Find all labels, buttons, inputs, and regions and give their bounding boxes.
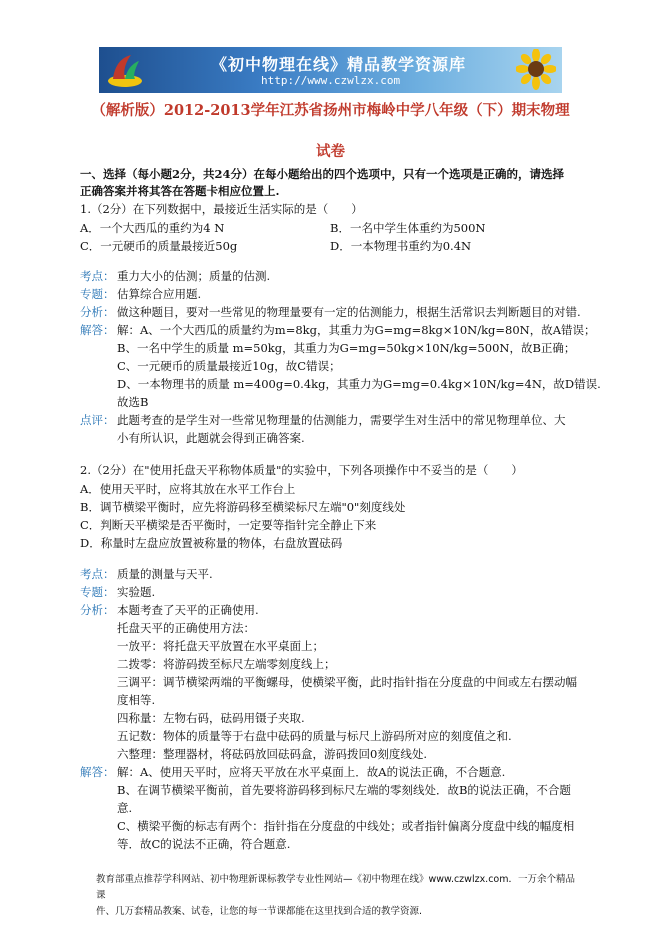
q2-fenxi-line6: 度相等. (117, 693, 156, 707)
q2-jieda-line4: C、横梁平衡的标志有两个：指针指在分度盘的中线处；或者指针偏离分度盘中线的幅度相 (117, 819, 575, 833)
q2-fenxi-line2: 托盘天平的正确使用方法： (117, 621, 255, 635)
q1-option-d: D．一本物理书重约为0.4N (330, 239, 472, 253)
footer-line2: 件、几万套精品教案、试卷，让您的每一节课都能在这里找到合适的教学资源. (96, 906, 423, 917)
banner-url[interactable]: http://www.czwlzx.com (261, 74, 401, 87)
q1-dianping-label: 点评： (80, 413, 115, 427)
q1-dianping-line1: 此题考查的是学生对一些常见物理量的估测能力，需要学生对生活中的常见物理单位、大 (117, 413, 566, 427)
header-banner (99, 47, 562, 93)
q1-jieda-label: 解答： (80, 323, 115, 337)
q1-kaodian-label: 考点： (80, 269, 115, 283)
q2-fenxi-line4: 二拨零：将游码拨至标尺左端零刻度线上； (117, 657, 336, 671)
q1-jieda-line5: 故选B (117, 395, 149, 409)
q2-fenxi-line8: 五记数：物体的质量等于右盘中砝码的质量与标尺上游码所对应的刻度值之和. (117, 729, 512, 743)
document-title-line2: 试卷 (316, 143, 345, 160)
q1-option-b: B．一名中学生体重约为500N (330, 221, 486, 235)
footer-line1: 教育部重点推荐学科网站、初中物理新课标教学专业性网站—《初中物理在线》www.czwlzx.com．一万余个精品课 (96, 874, 575, 901)
q2-jieda-line1: 解：A、使用天平时，应将天平放在水平桌面上．故A的说法正确，不合题意. (117, 765, 506, 779)
section-instructions-line1: 一、选择（每小题2分，共24分）在每小题给出的四个选项中，只有一个选项是正确的，请选择 (80, 167, 565, 181)
q1-jieda-line4: D、一本物理书的质量 m=400g=0.4kg，其重力为G=mg=0.4kg×10N/kg=4N，故D错误. (117, 377, 601, 391)
sunflower-icon (516, 49, 556, 91)
q2-option-b: B．调节横梁平衡时，应先将游码移至横梁标尺左端"0"刻度线处 (80, 500, 406, 514)
q2-option-c: C．判断天平横梁是否平衡时，一定要等指针完全静止下来 (80, 518, 377, 532)
q1-option-c: C．一元硬币的质量最接近50g (80, 239, 238, 253)
banner-title: 《初中物理在线》精品教学资源库 (211, 55, 467, 74)
q2-jieda-label: 解答： (80, 765, 115, 779)
q1-stem: 1.（2分）在下列数据中，最接近生活实际的是（ ） (80, 202, 363, 216)
q2-fenxi-line5: 三调平：调节横梁两端的平衡螺母，使横梁平衡，此时指针指在分度盘的中间或左右摆动幅 (117, 675, 577, 689)
q2-jieda-line3: 意. (117, 801, 133, 815)
q2-kaodian: 质量的测量与天平. (117, 567, 213, 581)
q1-kaodian: 重力大小的估测；质量的估测. (117, 269, 271, 283)
q1-option-a: A．一个大西瓜的重约为4 N (80, 221, 225, 235)
q1-zhuanti-label: 专题： (80, 287, 115, 301)
q1-jieda-line2: B、一名中学生的质量 m=50kg，其重力为G=mg=50kg×10N/kg=500N，故B正确； (117, 341, 576, 355)
q2-fenxi-line7: 四称量：左物右码，砝码用镊子夹取. (117, 711, 305, 725)
q2-fenxi-line3: 一放平：将托盘天平放置在水平桌面上； (117, 639, 324, 653)
q2-fenxi-label: 分析： (80, 603, 115, 617)
q2-fenxi-line9: 六整理：整理器材，将砝码放回砝码盒，游码拨回0刻度线处. (117, 747, 427, 761)
q2-fenxi-line1: 本题考查了天平的正确使用. (117, 603, 259, 617)
q1-fenxi-label: 分析： (80, 305, 115, 319)
q2-jieda-line5: 等．故C的说法不正确，符合题意. (117, 837, 291, 851)
document-title-line1: （解析版）2012-2013学年江苏省扬州市梅岭中学八年级（下）期末物理 (91, 102, 570, 119)
q2-zhuanti-label: 专题： (80, 585, 115, 599)
q1-jieda-line3: C、一元硬币的质量最接近10g，故C错误； (117, 359, 341, 373)
q1-fenxi: 做这种题目，要对一些常见的物理量要有一定的估测能力，根据生活常识去判断题目的对错. (117, 305, 581, 319)
q1-dianping-line2: 小有所认识，此题就会得到正确答案. (117, 431, 305, 445)
q2-kaodian-label: 考点： (80, 567, 115, 581)
q2-stem: 2.（2分）在"使用托盘天平称物体质量"的实验中，下列各项操作中不妥当的是（ ） (80, 463, 523, 477)
page-footer (96, 872, 576, 920)
q2-zhuanti: 实验题. (117, 585, 156, 599)
q2-jieda-line2: B、在调节横梁平衡前，首先要将游码移到标尺左端的零刻线处．故B的说法正确，不合题 (117, 783, 571, 797)
section-instructions-line2: 正确答案并将其答在答题卡相应位置上. (80, 184, 280, 198)
q2-option-a: A．使用天平时，应将其放在水平工作台上 (80, 482, 296, 496)
site-logo-icon (105, 51, 145, 89)
q1-zhuanti: 估算综合应用题. (117, 287, 202, 301)
q2-option-d: D．称量时左盘应放置被称量的物体，右盘放置砝码 (80, 536, 343, 550)
q1-jieda-line1: 解：A、一个大西瓜的质量约为m=8kg，其重力为G=mg=8kg×10N/kg=80N，故A错误； (117, 323, 596, 337)
